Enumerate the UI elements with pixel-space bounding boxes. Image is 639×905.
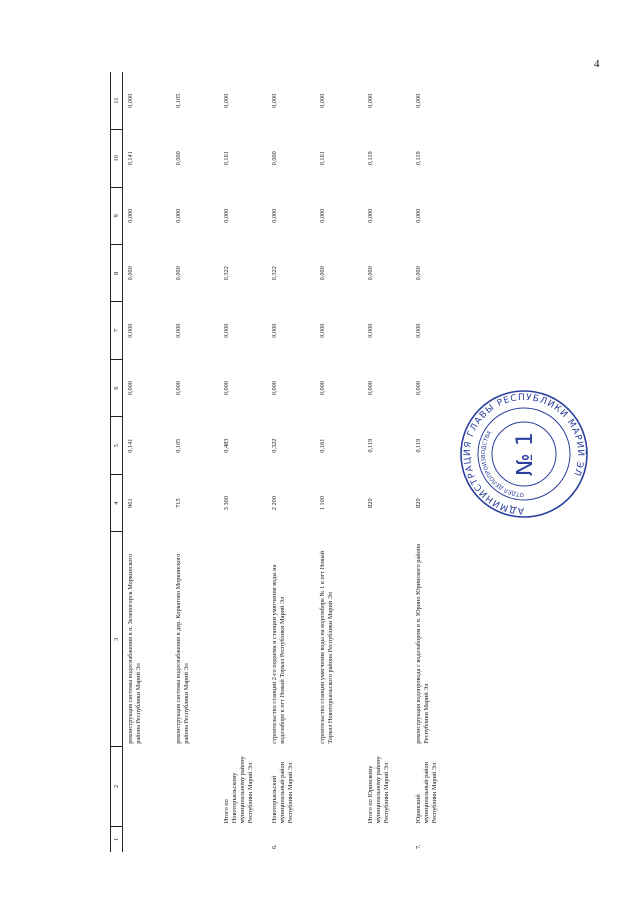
table-row	[171, 72, 219, 852]
value-cell: 0,000	[175, 151, 182, 166]
header-cell: 1	[111, 826, 123, 852]
page-number: 4	[594, 58, 600, 70]
table-row	[219, 72, 267, 852]
value-cell: 0,161	[223, 151, 230, 166]
value-cell: 0,119	[367, 151, 374, 166]
value-cell: 0,000	[271, 381, 278, 396]
value-cell: 0,000	[319, 208, 326, 223]
object-cell	[219, 532, 267, 747]
value-cell: 0,141	[127, 151, 134, 166]
header-cell: 8	[111, 245, 123, 302]
value-cell: 0,000	[223, 381, 230, 396]
value-cell: 0,000	[127, 381, 134, 396]
header-cell: 10	[111, 130, 123, 187]
row-number: 6.	[271, 844, 278, 849]
value-cell: 0,000	[415, 266, 422, 281]
value-cell: 0,000	[127, 266, 134, 281]
value-cell: 0,000	[319, 266, 326, 281]
object-cell	[363, 532, 411, 747]
row-number: 7.	[415, 844, 422, 849]
value-cell: 0,000	[415, 323, 422, 338]
municipality-cell: Итого по Новоторъяльскому муниципальному району Республики Марий Эл	[223, 756, 254, 824]
header-cell: 3	[111, 532, 123, 747]
value-cell: 0,322	[271, 438, 278, 453]
header-cell: 4	[111, 474, 123, 531]
value-cell: 0,000	[367, 381, 374, 396]
municipality-cell: Новоторъяльский муниципальный район Республики Марий Эл	[271, 761, 294, 824]
stamp-number: № 1	[513, 432, 538, 476]
capacity-cell: 1 100	[319, 496, 326, 511]
value-cell: 0,000	[319, 323, 326, 338]
value-cell: 0,000	[175, 208, 182, 223]
capacity-cell: 820	[367, 498, 374, 508]
row-number	[123, 826, 172, 852]
value-cell: 0,119	[415, 438, 422, 453]
official-stamp	[458, 388, 590, 520]
object-cell: реконструкция водопровода с водозабором в п. Юрино Юринского района Республики Марий Эл	[415, 544, 430, 744]
value-cell: 0,000	[175, 266, 182, 281]
municipality-cell: Юринский муниципальный район Республики Марий Эл	[415, 761, 438, 824]
table-row	[411, 72, 459, 852]
value-cell: 0,119	[415, 151, 422, 166]
header-cell: 11	[111, 72, 123, 130]
value-cell: 0,000	[271, 323, 278, 338]
municipality-cell	[171, 747, 219, 827]
value-cell: 0,483	[223, 438, 230, 453]
row-number	[315, 826, 363, 852]
value-cell: 0,000	[271, 208, 278, 223]
row-number	[171, 826, 219, 852]
value-cell: 0,322	[271, 266, 278, 281]
table-row	[315, 72, 363, 852]
value-cell: 0,105	[175, 438, 182, 453]
value-cell: 0,000	[175, 323, 182, 338]
value-cell: 0,000	[415, 381, 422, 396]
municipality-cell: Итого по Юринскому муниципальному району Республики Марий Эл	[367, 756, 390, 824]
object-cell: реконструкция системы водоснабжения в п. Зеленогорск Моркинского района Республики Марий Эл	[127, 554, 142, 744]
table-row	[123, 72, 172, 852]
row-number	[363, 826, 411, 852]
value-cell: 0,000	[127, 323, 134, 338]
value-cell: 0,000	[271, 151, 278, 166]
value-cell: 0,161	[319, 438, 326, 453]
data-table	[110, 72, 459, 852]
municipality-cell	[123, 747, 172, 827]
object-cell: строительство станции 2-го подъема и станции умягчения воды на водозаборе в пгт Новый Торъял Республики Марий Эл	[271, 564, 286, 744]
value-cell: 0,000	[223, 93, 230, 108]
table-row	[363, 72, 411, 852]
value-cell: 0,000	[271, 93, 278, 108]
value-cell: 0,000	[319, 381, 326, 396]
stamp-inner-text: ОТДЕЛ ДЕЛОПРОИЗВОДСТВА	[480, 430, 525, 498]
value-cell: 0,000	[367, 208, 374, 223]
header-cell: 7	[111, 302, 123, 359]
value-cell: 0,000	[367, 93, 374, 108]
value-cell: 0,105	[175, 93, 182, 108]
header-row	[111, 72, 123, 852]
value-cell: 0,141	[127, 438, 134, 453]
value-cell: 0,000	[367, 323, 374, 338]
value-cell: 0,161	[319, 151, 326, 166]
value-cell: 0,000	[367, 266, 374, 281]
object-cell: реконструкция системы водоснабжения в дер. Коркатово Моркинского района Республики Марий Эл	[175, 553, 190, 744]
header-cell: 5	[111, 417, 123, 474]
capacity-cell: 3 300	[223, 496, 230, 511]
value-cell: 0,000	[415, 93, 422, 108]
capacity-cell: 820	[415, 498, 422, 508]
value-cell: 0,000	[415, 208, 422, 223]
header-cell: 6	[111, 359, 123, 416]
value-cell: 0,000	[223, 323, 230, 338]
capacity-cell: 961	[127, 498, 134, 508]
value-cell: 0,000	[223, 208, 230, 223]
municipality-cell	[315, 747, 363, 827]
value-cell: 0,000	[319, 93, 326, 108]
stamp-ring-text: АДМИНИСТРАЦИЯ ГЛАВЫ РЕСПУБЛИКИ МАРИЙ ЭЛ	[462, 392, 586, 516]
object-cell: строительство станции умягчения воды на водозаборе № 1 в пгт Новый Торъял Новоторъяльского района Республики Марий Эл	[319, 551, 334, 744]
capacity-cell: 715	[175, 498, 182, 508]
header-cell: 2	[111, 747, 123, 827]
table-row	[267, 72, 315, 852]
value-cell: 0,322	[223, 266, 230, 281]
value-cell: 0,000	[127, 208, 134, 223]
value-cell: 0,000	[175, 381, 182, 396]
row-number	[219, 826, 267, 852]
value-cell: 0,119	[367, 438, 374, 453]
value-cell: 0,000	[127, 93, 134, 108]
capacity-cell: 2 200	[271, 496, 278, 511]
header-cell: 9	[111, 187, 123, 244]
